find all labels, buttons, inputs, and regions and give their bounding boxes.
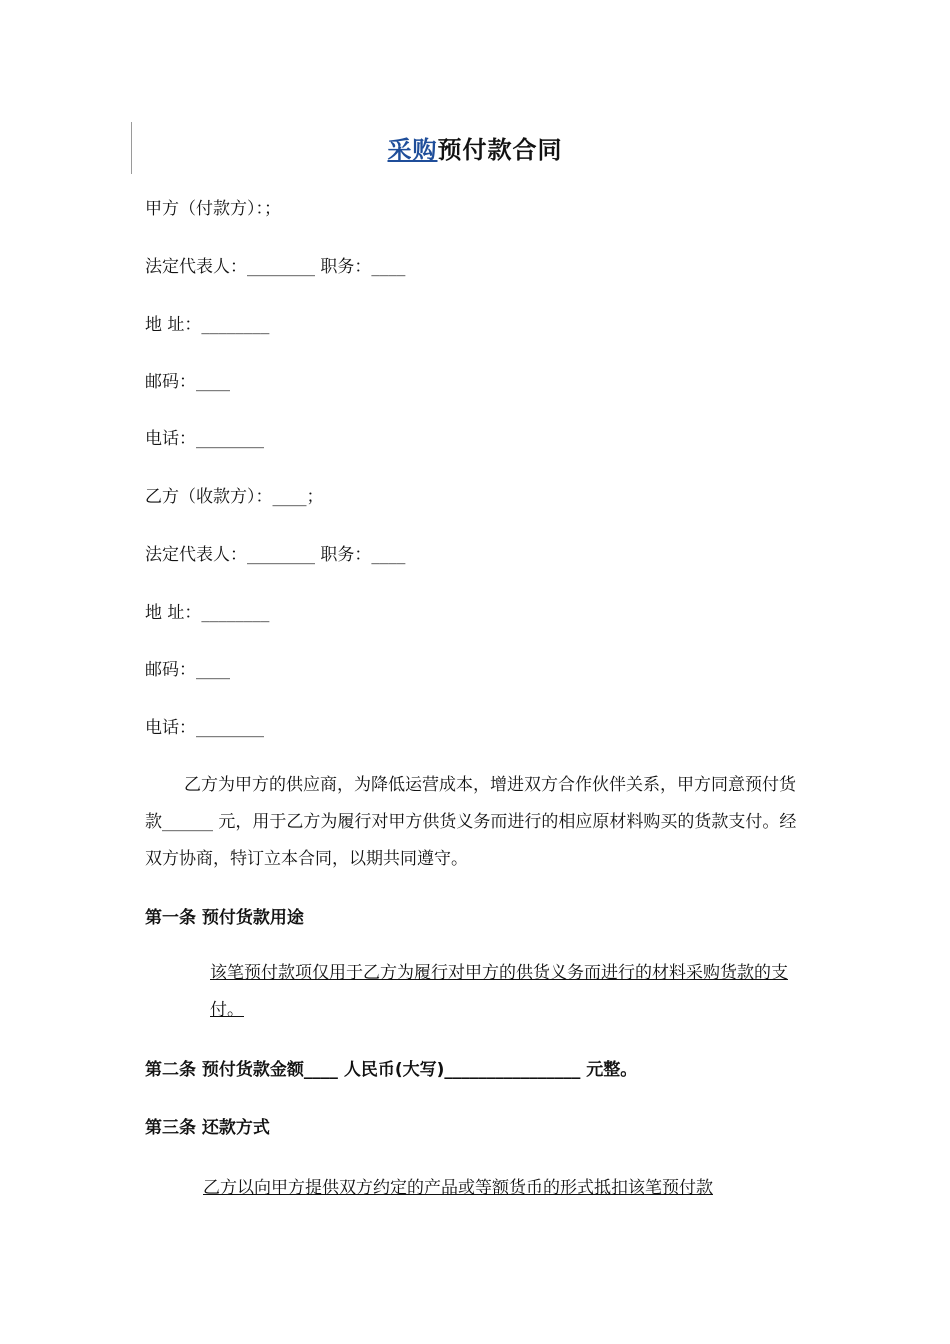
party-a-name: 甲方（付款方）：； (145, 199, 281, 219)
party-a-phone: 电话：________ (145, 429, 264, 449)
party-b-phone: 电话：________ (145, 718, 264, 738)
party-b-postcode: 邮码：____ (145, 660, 230, 680)
party-b-name: 乙方（收款方）：____； (145, 487, 324, 507)
title-text: 预付款合同 (437, 136, 563, 164)
document-title (0, 130, 950, 165)
article-1-heading: 第一条 预付货款用途 (145, 908, 304, 928)
party-a-postcode: 邮码：____ (145, 372, 230, 392)
party-a-representative: 法定代表人：________ 职务：____ (145, 257, 406, 277)
article-3-heading: 第三条 还款方式 (145, 1118, 270, 1138)
party-a-address: 地 址：________ (145, 315, 270, 335)
party-b-representative: 法定代表人：________ 职务：____ (145, 545, 406, 565)
party-b-address: 地 址：________ (145, 603, 270, 623)
article-1-body: 该笔预付款项仅用于乙方为履行对甲方的供货义务而进行的材料采购货款的支付。 (210, 963, 788, 1020)
intro-paragraph: 乙方为甲方的供应商，为降低运营成本，增进双方合作伙伴关系，甲方同意预付货款______ 元，用于乙方为履行对甲方供货义务而进行的相应原材料购买的货款支付。经双方协商，特订立本合同，以期共同遵守。 (145, 775, 797, 869)
article-3-body: 乙方以向甲方提供双方约定的产品或等额货币的形式抵扣该笔预付款 (203, 1178, 713, 1198)
article-2-heading: 第二条 预付货款金额____ 人民币(大写)________________ 元整。 (145, 1060, 638, 1080)
title-link[interactable]: 采购 (387, 136, 438, 164)
